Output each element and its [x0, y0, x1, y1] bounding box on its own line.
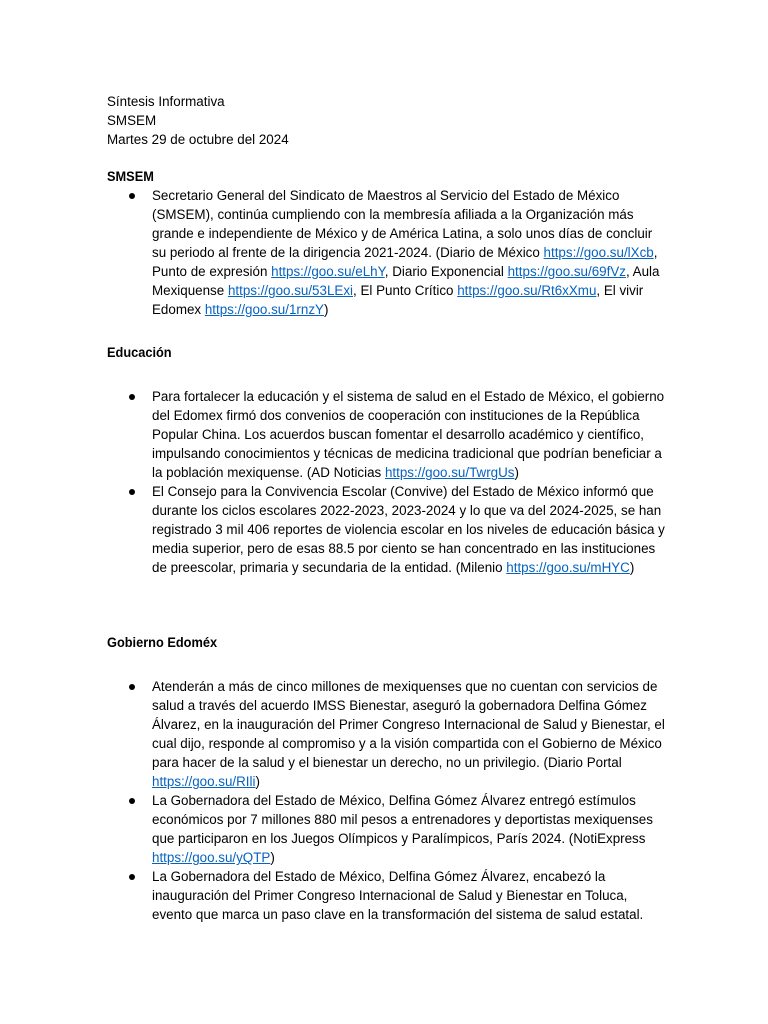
header-title: Síntesis Informativa	[107, 94, 225, 109]
text-segment: , Diario Exponencial	[384, 264, 508, 279]
text-segment: )	[323, 302, 329, 317]
list-item	[107, 186, 667, 319]
text-segment: La Gobernadora del Estado de México, Delfina Gómez Álvarez, encabezó la inauguración del Primer Congreso Internacional de Salud y Bienestar en Toluca, evento que marca un paso clave en la transformación del sistema de salud estatal.	[152, 869, 644, 922]
source-link[interactable]: https://goo.su/Rt6xXmu	[457, 283, 597, 298]
list-item	[107, 387, 667, 482]
section-heading: Educación	[107, 345, 172, 360]
list-item	[107, 677, 667, 791]
text-segment: El Consejo para la Convivencia Escolar (Convive) del Estado de México informó que durante los ciclos escolares 2022-2023, 2023-2024 y lo que va del 2024-2025, se han registrado 3 mil 406 reportes de violencia escolar en los niveles de educación básica y media superior, pero de esas 88.5 por ciento se han concentrado en las instituciones de preescolar, primaria y secundaria de la entidad. (Milenio	[152, 484, 665, 575]
source-link[interactable]: https://goo.su/RIli	[152, 774, 256, 789]
text-segment: Para fortalecer la educación y el sistema de salud en el Estado de México, el gobierno del Edomex firmó dos convenios de cooperación con instituciones de la República Popular China. Los acuerdos buscan fomentar el desarrollo académico y científico, impulsando conocimientos y técnicas de medicina tradicional que podrían beneficiar a la población mexiquense. (AD Noticias	[152, 389, 665, 480]
text-segment: Atenderán a más de cinco millones de mexiquenses que no cuentan con servicios de salud a través del acuerdo IMSS Bienestar, aseguró la gobernadora Delfina Gómez Álvarez, en la inauguración del Primer Congreso Internacional de Salud y Bienestar, el cual dijo, responde al compromiso y a la visión compartida con el Gobierno de México para hacer de la salud y el bienestar un derecho, no un privilegio. (Diario Portal	[152, 679, 665, 770]
section-educacion	[107, 343, 667, 577]
text-segment: )	[514, 465, 519, 480]
bullet-icon	[129, 193, 135, 199]
text-segment: , El Punto Crítico	[353, 283, 458, 298]
source-link[interactable]: https://goo.su/53LExi	[227, 283, 353, 298]
list-item-text	[152, 677, 667, 791]
list-item	[107, 482, 667, 577]
source-link[interactable]: https://goo.su/TwrgUs	[384, 465, 515, 480]
section-smsem	[107, 167, 667, 319]
list-item-text	[152, 186, 667, 319]
list-item-text	[152, 482, 667, 577]
text-segment: La Gobernadora del Estado de México, Delfina Gómez Álvarez entregó estímulos económicos por 7 millones 880 mil pesos a entrenadores y deportistas mexiquenses que participaron en los Juegos Olímpicos y Paralímpicos, París 2024. (NotiExpress	[152, 793, 653, 846]
bullet-icon	[129, 489, 135, 495]
bullet-icon	[129, 394, 135, 400]
document-header	[107, 92, 289, 149]
source-link[interactable]: https://goo.su/mHYC	[506, 560, 630, 575]
bullet-list	[107, 677, 667, 924]
source-link[interactable]: https://goo.su/eLhY	[271, 264, 385, 279]
list-item	[107, 867, 667, 924]
text-segment: )	[270, 850, 275, 865]
text-segment: , Aula Mexiquense	[152, 264, 660, 298]
text-segment: )	[629, 560, 635, 575]
source-link[interactable]: https://goo.su/69fVz	[507, 264, 626, 279]
bullet-icon	[129, 874, 135, 880]
text-segment: , El vivir Edomex	[152, 283, 644, 317]
source-link[interactable]: https://goo.su/1rnzY	[204, 302, 324, 317]
text-segment: Secretario General del Sindicato de Maestros al Servicio del Estado de México (SMSEM), continúa cumpliendo con la membresía afiliada a la Organización más grande e independiente de México y de América Latina, a solo unos días de concluir su periodo al frente de la dirigencia 2021-2024. (Diario de México	[152, 188, 653, 260]
section-heading: SMSEM	[107, 169, 154, 184]
bullet-icon	[129, 684, 135, 690]
header-organization: SMSEM	[107, 113, 157, 128]
header-date: Martes 29 de octubre del 2024	[107, 132, 289, 147]
list-item-text	[152, 867, 667, 924]
text-segment: )	[255, 774, 260, 789]
bullet-list	[107, 387, 667, 577]
text-segment: , Punto de expresión	[152, 245, 658, 279]
list-item-text	[152, 387, 667, 482]
section-heading: Gobierno Edoméx	[107, 635, 218, 650]
bullet-icon	[129, 798, 135, 804]
list-item-text	[152, 791, 667, 867]
list-item	[107, 791, 667, 867]
section-gobierno-edomex	[107, 633, 667, 924]
source-link[interactable]: https://goo.su/lXcb	[543, 245, 654, 260]
bullet-list	[107, 186, 667, 319]
source-link[interactable]: https://goo.su/yQTP	[152, 850, 271, 865]
